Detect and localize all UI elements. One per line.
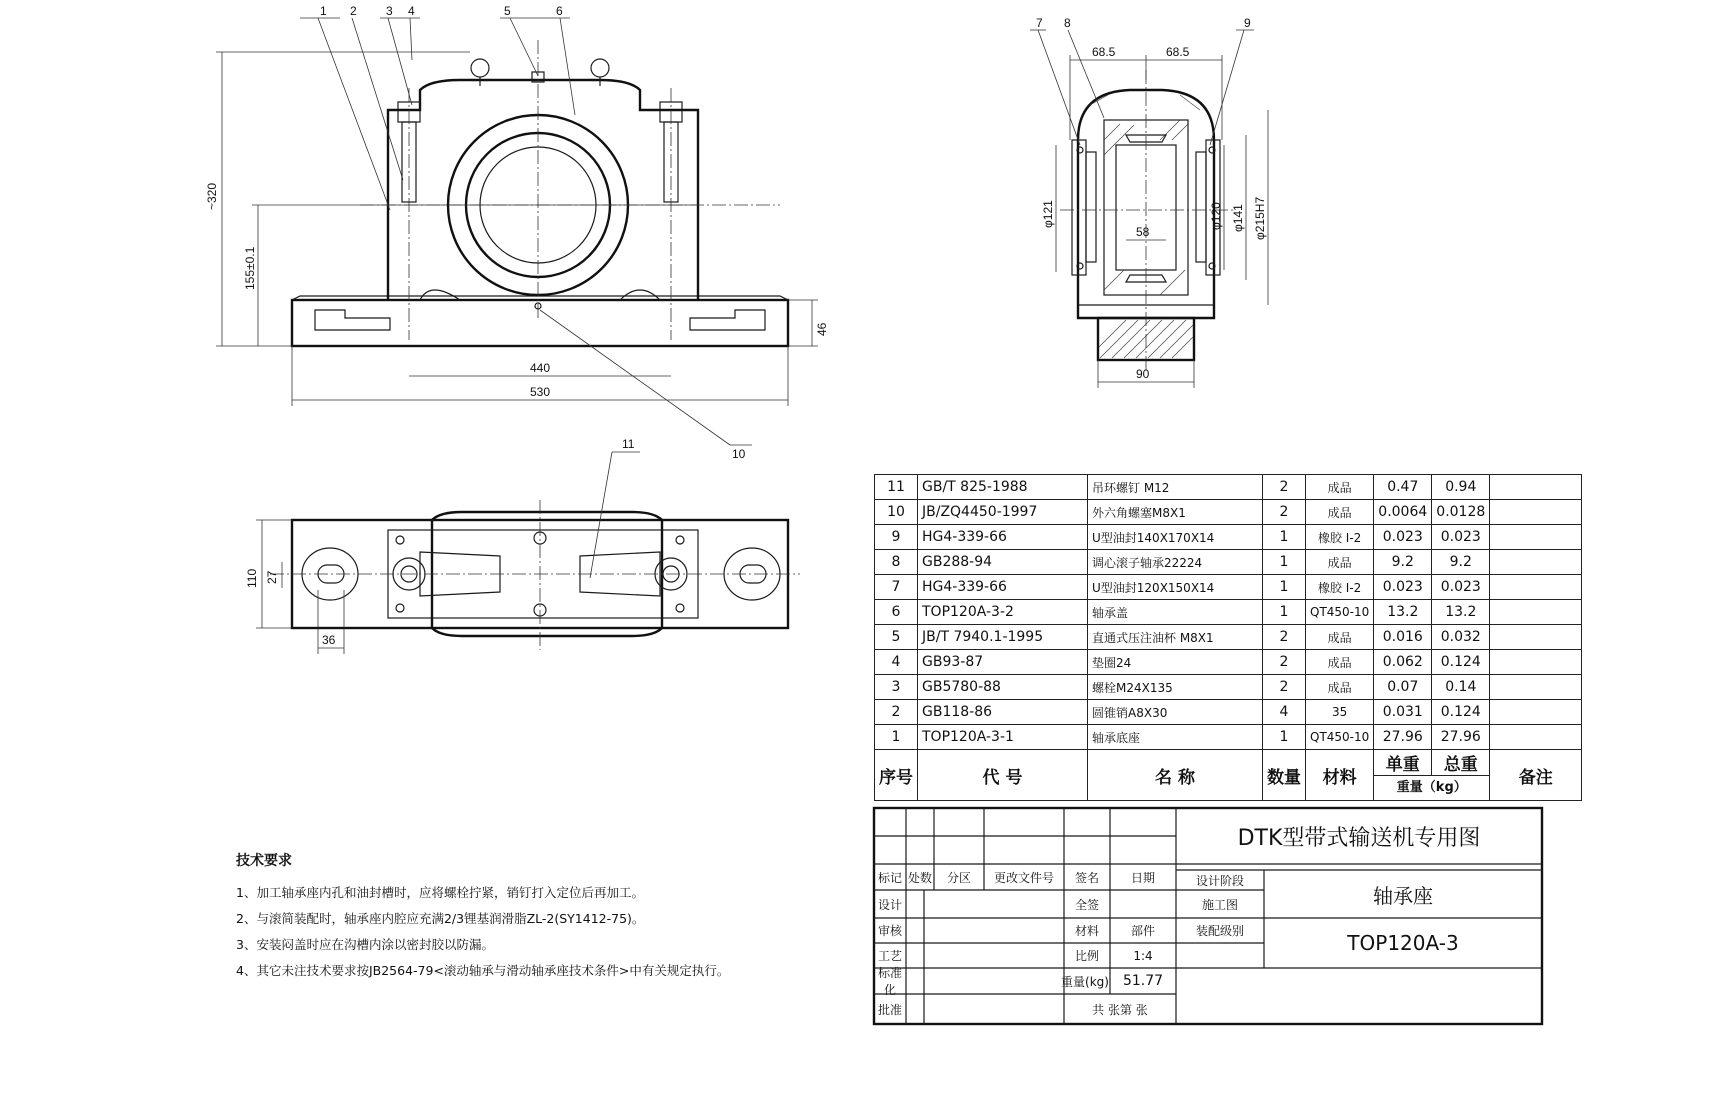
balloon-1: 1	[320, 4, 327, 18]
bom-header-row	[875, 750, 1582, 801]
tb-review: 审核	[877, 924, 902, 938]
bill-of-materials	[874, 474, 1582, 801]
bom-cell-total: 27.96	[1432, 725, 1490, 750]
bom-cell-unit: 0.016	[1374, 625, 1432, 650]
bom-cell-code: GB118-86	[918, 700, 1088, 725]
dim-base-length: 530	[530, 385, 551, 399]
bom-header-qty: 数量	[1263, 750, 1306, 801]
note-item: 1、加工轴承座内孔和油封槽时，应将螺栓拧紧，销钉打入定位后再加工。	[236, 885, 644, 900]
bom-cell-name: 螺栓M24X135	[1088, 675, 1263, 700]
dim-height-total: ~320	[205, 182, 219, 210]
bom-cell-qty: 2	[1263, 475, 1306, 500]
tb-approve: 批准	[877, 1002, 902, 1017]
bom-cell-qty: 1	[1263, 550, 1306, 575]
tb-material: 材料	[1074, 924, 1099, 938]
balloon-2: 2	[350, 4, 357, 18]
bom-cell-unit: 0.07	[1374, 675, 1432, 700]
tb-zone: 分区	[946, 870, 971, 885]
bom-cell-remark	[1490, 675, 1582, 700]
bom-cell-remark	[1490, 625, 1582, 650]
bom-header-weight: 重量（kg）	[1396, 780, 1467, 795]
bom-cell-remark	[1490, 550, 1582, 575]
bom-cell-mat: 成品	[1306, 500, 1374, 525]
bom-cell-remark	[1490, 650, 1582, 675]
bom-cell-remark	[1490, 475, 1582, 500]
balloon-6: 6	[556, 4, 563, 18]
bom-row	[875, 525, 1582, 550]
tb-doc: 更改文件号	[993, 870, 1054, 885]
top-view-labels	[245, 437, 635, 647]
tb-stage: 设计阶段	[1195, 873, 1244, 888]
dim-half-width-right: 68.5	[1166, 45, 1190, 59]
bom-cell-qty: 2	[1263, 625, 1306, 650]
bom-cell-name: 轴承盖	[1088, 600, 1263, 625]
bom-cell-qty: 1	[1263, 725, 1306, 750]
tb-design: 设计	[877, 897, 902, 912]
dim-bore-left: φ121	[1041, 200, 1055, 228]
bom-header-no: 序号	[875, 750, 918, 801]
bom-cell-qty: 4	[1263, 700, 1306, 725]
bom-cell-total: 0.94	[1432, 475, 1490, 500]
bom-cell-unit: 0.023	[1374, 525, 1432, 550]
bom-cell-total: 0.032	[1432, 625, 1490, 650]
tb-part: 部件	[1130, 924, 1155, 938]
bom-cell-no: 10	[875, 500, 918, 525]
bom-header-code: 代 号	[918, 750, 1088, 801]
bom-header-material: 材料	[1306, 750, 1374, 801]
tb-process: 工艺	[877, 949, 902, 963]
bom-cell-code: GB93-87	[918, 650, 1088, 675]
tb-scale: 比例	[1074, 949, 1099, 963]
bom-row	[875, 475, 1582, 500]
bom-cell-unit: 0.47	[1374, 475, 1432, 500]
tb-date: 日期	[1130, 870, 1155, 885]
bom-row	[875, 600, 1582, 625]
tb-standard: 标准化	[877, 966, 902, 997]
bom-header-remark: 备注	[1490, 750, 1582, 801]
tb-full-sign: 全签	[1074, 897, 1099, 912]
bom-cell-no: 7	[875, 575, 918, 600]
bom-cell-code: GB/T 825-1988	[918, 475, 1088, 500]
bom-cell-qty: 2	[1263, 650, 1306, 675]
bom-cell-remark	[1490, 525, 1582, 550]
bom-row	[875, 650, 1582, 675]
dim-housing-bore: φ215H7	[1253, 196, 1267, 240]
bom-cell-code: GB288-94	[918, 550, 1088, 575]
bom-cell-qty: 2	[1263, 500, 1306, 525]
bom-cell-no: 9	[875, 525, 918, 550]
bom-cell-remark	[1490, 725, 1582, 750]
dim-slot-width: 27	[265, 570, 279, 584]
bom-cell-code: JB/ZQ4450-1997	[918, 500, 1088, 525]
bom-cell-mat: 成品	[1306, 625, 1374, 650]
bom-cell-name: U型油封140X170X14	[1088, 525, 1263, 550]
front-view	[216, 18, 818, 445]
tb-sign: 签名	[1074, 870, 1099, 885]
bom-cell-qty: 1	[1263, 600, 1306, 625]
bom-row	[875, 500, 1582, 525]
tb-weight-value: 51.77	[1122, 973, 1164, 989]
bom-cell-unit: 0.062	[1374, 650, 1432, 675]
bom-cell-total: 0.0128	[1432, 500, 1490, 525]
balloon-8: 8	[1064, 16, 1071, 30]
balloon-7: 7	[1036, 16, 1043, 30]
bom-cell-total: 0.023	[1432, 575, 1490, 600]
bom-cell-total: 13.2	[1432, 600, 1490, 625]
bom-cell-no: 2	[875, 700, 918, 725]
bom-cell-mat: 橡胶 I-2	[1306, 525, 1374, 550]
bom-row	[875, 550, 1582, 575]
tb-scale-value: 1:4	[1133, 948, 1153, 963]
bom-cell-name: 吊环螺钉 M12	[1088, 475, 1263, 500]
bom-row	[875, 725, 1582, 750]
bom-cell-code: TOP120A-3-1	[918, 725, 1088, 750]
dim-bore-shaft: φ120	[1209, 202, 1223, 230]
bom-row	[875, 700, 1582, 725]
bom-cell-name: 圆锥销A8X30	[1088, 700, 1263, 725]
bom-row	[875, 675, 1582, 700]
bom-cell-mat: 成品	[1306, 650, 1374, 675]
bom-cell-unit: 0.023	[1374, 575, 1432, 600]
bom-cell-total: 0.14	[1432, 675, 1490, 700]
balloon-4: 4	[408, 4, 415, 18]
bom-cell-no: 8	[875, 550, 918, 575]
title-drawing-no: TOP120A-3	[1347, 931, 1459, 955]
bom-cell-code: HG4-339-66	[918, 525, 1088, 550]
bom-cell-mat: 35	[1306, 700, 1374, 725]
tb-construction: 施工图	[1201, 897, 1238, 912]
title-series: DTK型带式输送机专用图	[1237, 825, 1481, 851]
tb-count: 处数	[907, 870, 932, 885]
balloon-9: 9	[1244, 16, 1251, 30]
bom-cell-unit: 13.2	[1374, 600, 1432, 625]
bom-cell-mat: 成品	[1306, 675, 1374, 700]
title-part-name: 轴承座	[1373, 883, 1433, 908]
bom-cell-name: 轴承底座	[1088, 725, 1263, 750]
note-item: 4、其它未注技术要求按JB2564-79<滚动轴承与滑动轴承座技术条件>中有关规定执行。	[236, 963, 730, 978]
bom-cell-unit: 9.2	[1374, 550, 1432, 575]
dim-center-height: 155±0.1	[243, 246, 257, 290]
bom-cell-name: 直通式压注油杯 M8X1	[1088, 625, 1263, 650]
bom-cell-name: 垫圈24	[1088, 650, 1263, 675]
tb-sheets: 共 张第 张	[1092, 1002, 1148, 1017]
bom-cell-total: 0.124	[1432, 650, 1490, 675]
bom-row	[875, 575, 1582, 600]
bom-cell-unit: 27.96	[1374, 725, 1432, 750]
bom-cell-no: 5	[875, 625, 918, 650]
dim-base-width: 110	[245, 568, 259, 588]
bom-cell-remark	[1490, 575, 1582, 600]
bom-cell-no: 11	[875, 475, 918, 500]
bom-cell-name: 调心滚子轴承22224	[1088, 550, 1263, 575]
balloon-5: 5	[504, 4, 511, 18]
bom-cell-remark	[1490, 500, 1582, 525]
bom-cell-total: 9.2	[1432, 550, 1490, 575]
dim-bore-outer: φ141	[1231, 204, 1245, 232]
bom-cell-no: 4	[875, 650, 918, 675]
dim-width-inner: 58	[1136, 225, 1150, 239]
tb-mark: 标记	[877, 870, 902, 885]
tb-weight: 重量(kg)	[1061, 974, 1109, 989]
bom-cell-remark	[1490, 600, 1582, 625]
note-item: 3、安装闷盖时应在沟槽内涂以密封胶以防漏。	[236, 937, 494, 952]
bom-row	[875, 625, 1582, 650]
notes-heading: 技术要求	[236, 853, 292, 869]
bom-cell-mat: QT450-10	[1306, 725, 1374, 750]
bom-cell-remark	[1490, 700, 1582, 725]
bom-cell-no: 3	[875, 675, 918, 700]
bom-cell-code: GB5780-88	[918, 675, 1088, 700]
bom-cell-qty: 1	[1263, 575, 1306, 600]
bom-cell-mat: 成品	[1306, 475, 1374, 500]
bom-cell-qty: 1	[1263, 525, 1306, 550]
bom-cell-name: 外六角螺塞M8X1	[1088, 500, 1263, 525]
bom-cell-no: 6	[875, 600, 918, 625]
dim-foot-width: 90	[1136, 367, 1150, 381]
bom-header-name: 名 称	[1088, 750, 1263, 801]
bom-header-total: 总重	[1431, 750, 1489, 775]
bom-cell-code: TOP120A-3-2	[918, 600, 1088, 625]
balloon-11: 11	[622, 437, 635, 451]
bom-cell-total: 0.023	[1432, 525, 1490, 550]
bom-cell-unit: 0.0064	[1374, 500, 1432, 525]
balloon-10: 10	[732, 447, 746, 461]
balloon-3: 3	[386, 4, 393, 18]
bom-cell-qty: 2	[1263, 675, 1306, 700]
top-view	[256, 452, 800, 654]
dim-bolt-spacing: 440	[530, 361, 551, 375]
bom-header-unit: 单重	[1385, 755, 1420, 775]
note-item: 2、与滚简装配时，轴承座内腔应充满2/3锂基润滑脂ZL-2(SY1412-75)。	[236, 911, 645, 926]
bom-cell-unit: 0.031	[1374, 700, 1432, 725]
bom-cell-code: JB/T 7940.1-1995	[918, 625, 1088, 650]
bom-cell-mat: 橡胶 I-2	[1306, 575, 1374, 600]
bom-cell-name: U型油封120X150X14	[1088, 575, 1263, 600]
bom-cell-code: HG4-339-66	[918, 575, 1088, 600]
front-view-labels	[205, 4, 829, 461]
bom-cell-no: 1	[875, 725, 918, 750]
tb-assembly: 装配级别	[1195, 924, 1244, 938]
dim-slot-length: 36	[322, 633, 336, 647]
bom-cell-mat: QT450-10	[1306, 600, 1374, 625]
bom-cell-mat: 成品	[1306, 550, 1374, 575]
technical-requirements	[236, 848, 836, 984]
dim-half-width-left: 68.5	[1092, 45, 1116, 59]
dim-base-thickness: 46	[815, 322, 829, 336]
bom-cell-total: 0.124	[1432, 700, 1490, 725]
